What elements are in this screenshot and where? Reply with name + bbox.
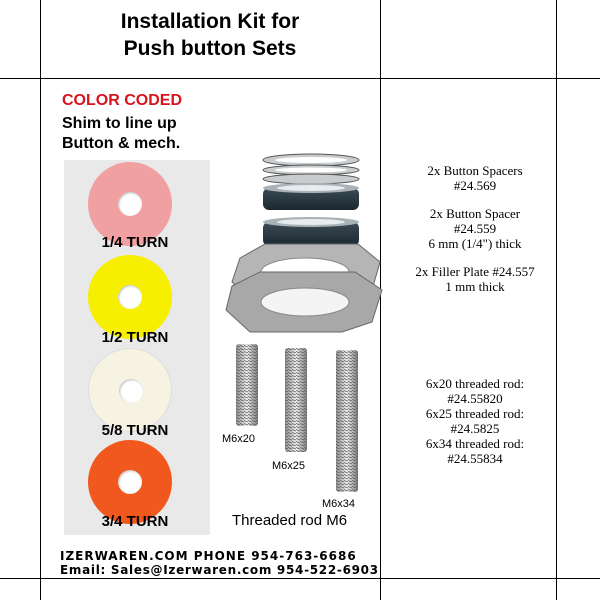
color-coded-label: COLOR CODED [62, 92, 182, 109]
desc-button-spacers-line-2: #24.569 [453, 178, 497, 193]
title-line-2: Push button Sets [123, 37, 297, 60]
rod-label-m6x25: M6x25 [272, 460, 306, 472]
title-line-1: Installation Kit for [120, 10, 300, 33]
desc-button-spacers-line-1: 2x Button Spacers [427, 163, 523, 178]
desc-rod-6x20-line-2: #24.55820 [447, 391, 503, 406]
desc-button-spacers [392, 163, 558, 193]
contact-line-email-phone: Email: Sales@Izerwaren.com 954-522-6903 [60, 563, 379, 577]
threaded-rod-caption: Threaded rod M6 [232, 512, 348, 529]
shim-line-2: Button & mech. [62, 135, 181, 152]
rod-label-m6x20: M6x20 [222, 433, 256, 445]
desc-rod-6x25-line-1: 6x25 threaded rod: [425, 406, 525, 421]
desc-rod-6x34-line-1: 6x34 threaded rod: [425, 436, 525, 451]
desc-button-spacer-line-2: #24.559 [453, 221, 497, 236]
washer-three-quarter-turn-label: 3/4 TURN [101, 513, 169, 530]
threaded-rod-m6x20 [236, 344, 258, 426]
desc-button-spacer-line-3: 6 mm (1/4") thick [428, 236, 522, 251]
desc-button-spacer-line-1: 2x Button Spacer [429, 206, 521, 221]
thick-spacer-rings [263, 183, 359, 246]
desc-rod-6x25 [392, 406, 558, 436]
desc-filler-plate-line-1: 2x Filler Plate #24.557 [415, 264, 535, 279]
washer-half-turn-label: 1/2 TURN [101, 329, 169, 346]
threaded-rod-m6x34 [336, 350, 358, 492]
desc-rod-6x34 [392, 436, 558, 466]
washer-five-eighths-turn-label: 5/8 TURN [101, 422, 169, 439]
washer-quarter-turn-label: 1/4 TURN [101, 234, 169, 251]
desc-button-spacer [392, 206, 558, 251]
desc-filler-plate-line-2: 1 mm thick [445, 279, 505, 294]
desc-rod-6x20-line-1: 6x20 threaded rod: [425, 376, 525, 391]
threaded-rod-m6x25 [285, 348, 307, 452]
filler-plates [226, 244, 382, 332]
desc-rod-6x20 [392, 376, 558, 406]
shim-line-1: Shim to line up [62, 115, 177, 132]
desc-filler-plate [392, 264, 558, 294]
desc-rod-6x34-line-2: #24.55834 [447, 451, 503, 466]
contact-line-website-phone: IZERWAREN.COM PHONE 954-763-6686 [60, 549, 357, 563]
thin-spacer-rings [263, 154, 359, 184]
desc-rod-6x25-line-2: #24.5825 [450, 421, 500, 436]
rod-label-m6x34: M6x34 [322, 498, 356, 510]
